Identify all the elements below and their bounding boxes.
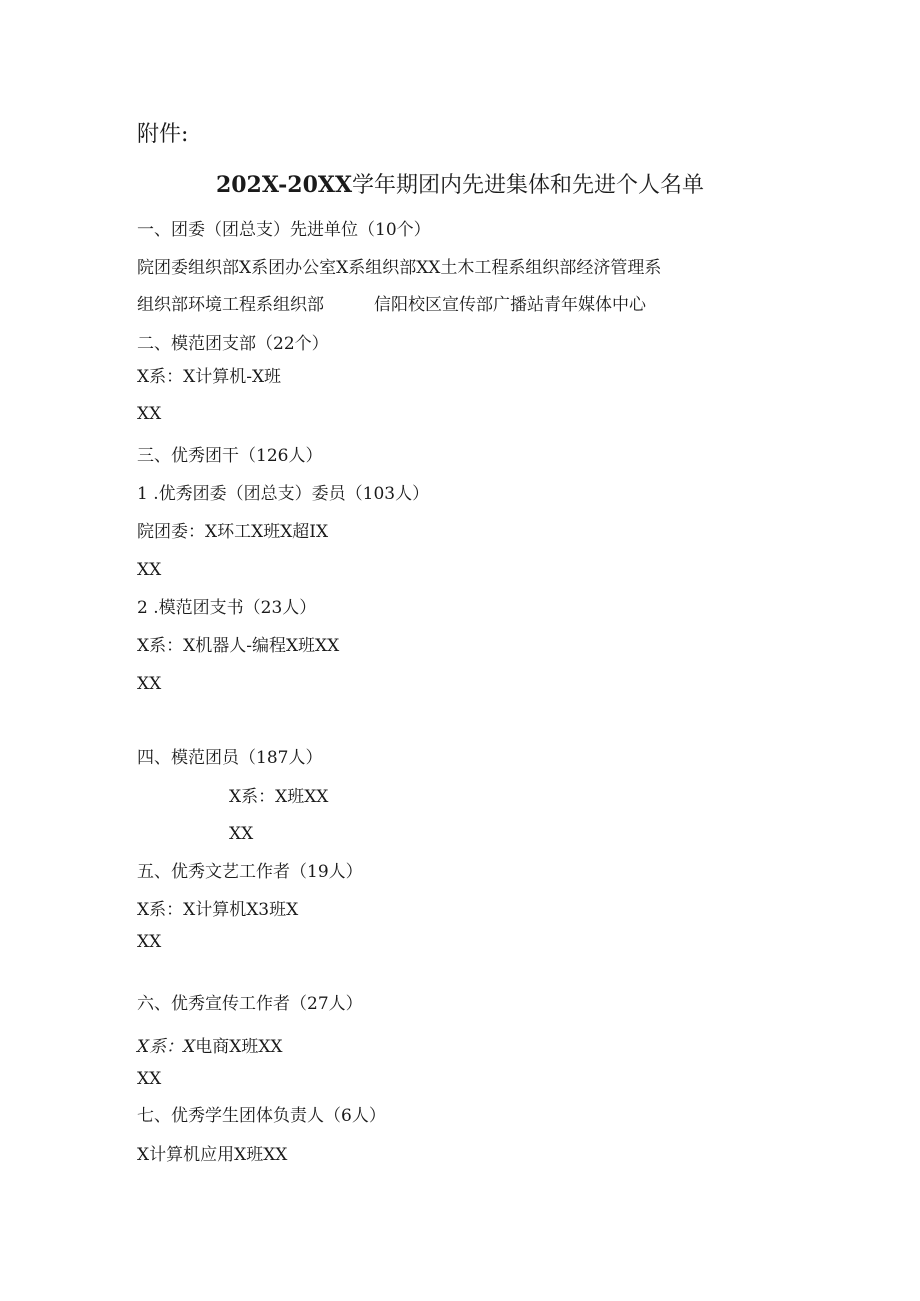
section-4-line-2: XX xyxy=(229,824,254,844)
title-code: 202X-20XX xyxy=(215,172,353,198)
section-heading-7: 七、优秀学生团体负责人（6人） xyxy=(137,1106,386,1126)
section-1-line-2a: 组织部环境工程系组织部 xyxy=(137,295,324,315)
document-title xyxy=(0,170,920,201)
section-3-sub-1-line-2: XX xyxy=(137,560,162,580)
section-heading-6: 六、优秀宣传工作者（27人） xyxy=(137,994,363,1014)
section-3-sub-2: 2 .模范团支书（23人） xyxy=(137,598,317,618)
section-3-sub-2-line-1: X系：X机器人-编程X班XX xyxy=(137,636,340,656)
section-3-sub-2-line-2: XX xyxy=(137,674,162,694)
section-5-line-2: XX xyxy=(137,932,162,952)
section-2-line-1: X系：X计算机-X班 xyxy=(137,367,282,387)
section-1-line-1: 院团委组织部X系团办公室X系组织部XX土木工程系组织部经济管理系 xyxy=(137,258,662,278)
section-1-line-2 xyxy=(137,293,646,317)
section-heading-5: 五、优秀文艺工作者（19人） xyxy=(137,862,363,882)
attachment-label: 附件: xyxy=(137,122,189,147)
section-3-sub-1: 1 .优秀团委（团总支）委员（103人） xyxy=(137,484,430,504)
section-6-line-1 xyxy=(137,1035,283,1059)
section-heading-2: 二、模范团支部（22个） xyxy=(137,334,329,354)
section-heading-3: 三、优秀团干（126人） xyxy=(137,446,323,466)
section-6-line-1-rest: 电商X班XX xyxy=(195,1037,283,1057)
section-6-line-1-italic: X系：X xyxy=(137,1037,196,1057)
section-heading-4: 四、模范团员（187人） xyxy=(137,748,323,768)
section-6-line-2: XX xyxy=(137,1069,162,1089)
section-4-line-1: X系：X班XX xyxy=(229,787,329,807)
section-3-sub-1-line-1: 院团委：X环工X班X超IX xyxy=(137,522,329,542)
section-7-line-1: X计算机应用X班XX xyxy=(137,1145,288,1165)
section-2-line-2: XX xyxy=(137,404,162,424)
title-text: 学年期团内先进集体和先进个人名单 xyxy=(352,173,705,198)
section-5-line-1: X系：X计算机X3班X xyxy=(137,900,299,920)
section-heading-1: 一、团委（团总支）先进单位（10个） xyxy=(137,220,431,240)
section-1-line-2b: 信阳校区宣传部广播站青年媒体中心 xyxy=(374,295,646,315)
